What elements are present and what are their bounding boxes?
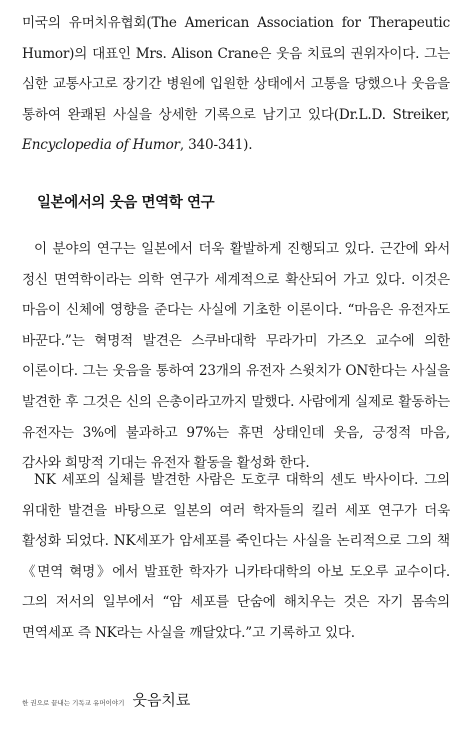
paragraph-nk-cells: NK 세포의 실체를 발견한 사람은 도호쿠 대학의 센도 박사이다. 그의 위대한 발견을 바탕으로 일본의 여러 학자들의 킬러 세포 연구가 더욱 활성화 되었다. NK세포가 암세포를 죽인다는 사실을 논리적으로 그의 책《면역 혁명》에서 발표한 학자가 니카타대학의 아보 도오루 교수이다. 그의 저서의 일부에서 “암 세포를 단숨에 해치우는 것은 자기 몸속의 면역세포 즉 NK라는 사실을 깨달았다.”고 기록하고 있다.: [22, 472, 450, 641]
paragraph-1-text: 미국의 유머치유협회(The American Association for Therapeutic Humor)의 대표인 Mrs. Alison Crane은 웃음 치료의 권위자이다. 그는 심한 교통사고로 장기간 병원에 입원한 상태에서 고통을 당했으나 웃음을 통하여 완쾌된 사실을 상세한 기록으로 남기고 있다(Dr.L.D. Streiker,: [22, 15, 450, 123]
section-heading: 일본에서의 웃음 면역학 연구: [37, 195, 215, 211]
page-footer: [22, 689, 190, 710]
paragraph-japan-research: 이 분야의 연구는 일본에서 더욱 활발하게 진행되고 있다. 근간에 와서 정신 면역학이라는 의학 연구가 세계적으로 확산되어 가고 있다. 이것은 마음이 신체에 영향을 준다는 사실에 기초한 이론이다. “마음은 유전자도 바꾼다.”는 혁명적 발견은 스쿠바대학 무라가미 가즈오 교수에 의한 이론이다. 그는 웃음을 통하여 23개의 유전자 스윗치가 ON한다는 사실을 발견한 후 그것은 신의 은총이라고까지 말했다. 사람에게 실제로 활동하는 유전자는 3%에 불과하고 97%는 휴면 상태인데 웃음, 긍정적 마음, 감사와 희망적 기대는 유전자 활동을 활성화 한다.: [22, 241, 450, 472]
book-title-encyclopedia: Encyclopedia of Humor: [22, 137, 180, 154]
paragraph-humor-association: [22, 8, 450, 161]
footer-series-title: 한 권으로 끝내는 기독교 유머이야기: [22, 699, 125, 707]
footer-book-title: 웃음치료: [132, 691, 191, 709]
paragraph-1-pages: , 340-341).: [179, 137, 253, 154]
